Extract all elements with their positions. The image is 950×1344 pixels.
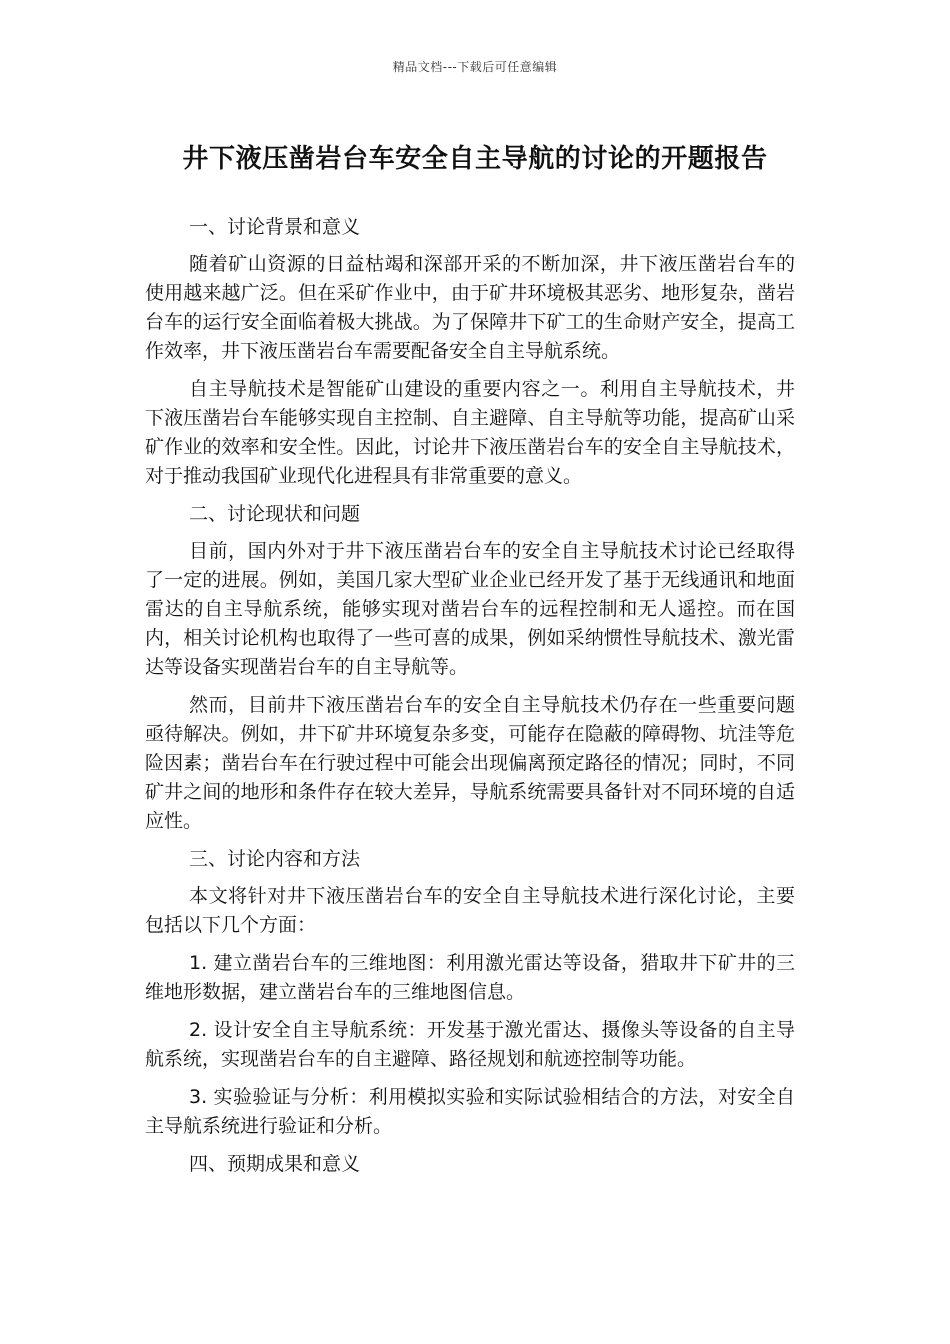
document-body [145,213,795,1187]
section-heading-background: 一、讨论背景和意义 [189,216,361,238]
header-note: 精品文档---下载后可任意编辑 [392,60,558,74]
paragraph-status-1: 目前，国内外对于井下液压凿岩台车的安全自主导航技术讨论已经取得了一定的进展。例如，美国几家大型矿业企业已经开发了基于无线通讯和地面雷达的自主导航系统，能够实现对凿岩台车的远程控制和无人遥控。而在国内，相关讨论机构也取得了一些可喜的成果，例如采纳惯性导航技术、激光雷达等设备实现凿岩台车的自主导航等。 [145,540,795,678]
list-item-3d-map: 1. 建立凿岩台车的三维地图：利用激光雷达等设备，猎取井下矿井的三维地形数据，建立凿岩台车的三维地图信息。 [145,952,795,1003]
section-heading-status: 二、讨论现状和问题 [189,503,361,525]
paragraph-background-1: 随着矿山资源的日益枯竭和深部开采的不断加深，井下液压凿岩台车的使用越来越广泛。但在采矿作业中，由于矿井环境极其恶劣、地形复杂，凿岩台车的运行安全面临着极大挑战。为了保障井下矿工的生命财产安全，提高工作效率，井下液压凿岩台车需要配备安全自主导航系统。 [145,253,795,362]
paragraph-background-2: 自主导航技术是智能矿山建设的重要内容之一。利用自主导航技术，井下液压凿岩台车能够实现自主控制、自主避障、自主导航等功能，提高矿山采矿作业的效率和安全性。因此，讨论井下液压凿岩台车的安全自主导航技术，对于推动我国矿业现代化进程具有非常重要的意义。 [145,378,795,487]
document-title: 井下液压凿岩台车安全自主导航的讨论的开题报告 [182,144,768,174]
list-item-navigation-system: 2. 设计安全自主导航系统：开发基于激光雷达、摄像头等设备的自主导航系统，实现凿岩台车的自主避障、路径规划和航迹控制等功能。 [145,1019,795,1070]
paragraph-content-intro: 本文将针对井下液压凿岩台车的安全自主导航技术进行深化讨论，主要包括以下几个方面： [145,885,795,936]
section-heading-content: 三、讨论内容和方法 [189,848,361,870]
paragraph-status-2: 然而，目前井下液压凿岩台车的安全自主导航技术仍存在一些重要问题亟待解决。例如，井下矿井环境复杂多变，可能存在隐蔽的障碍物、坑洼等危险因素；凿岩台车在行驶过程中可能会出现偏离预定路径的情况；同时，不同矿井之间的地形和条件存在较大差异，导航系统需要具备针对不同环境的自适应性。 [145,694,795,832]
list-item-validation: 3. 实验验证与分析：利用模拟实验和实际试验相结合的方法，对安全自主导航系统进行验证和分析。 [145,1086,795,1137]
section-heading-outcomes: 四、预期成果和意义 [189,1153,361,1175]
